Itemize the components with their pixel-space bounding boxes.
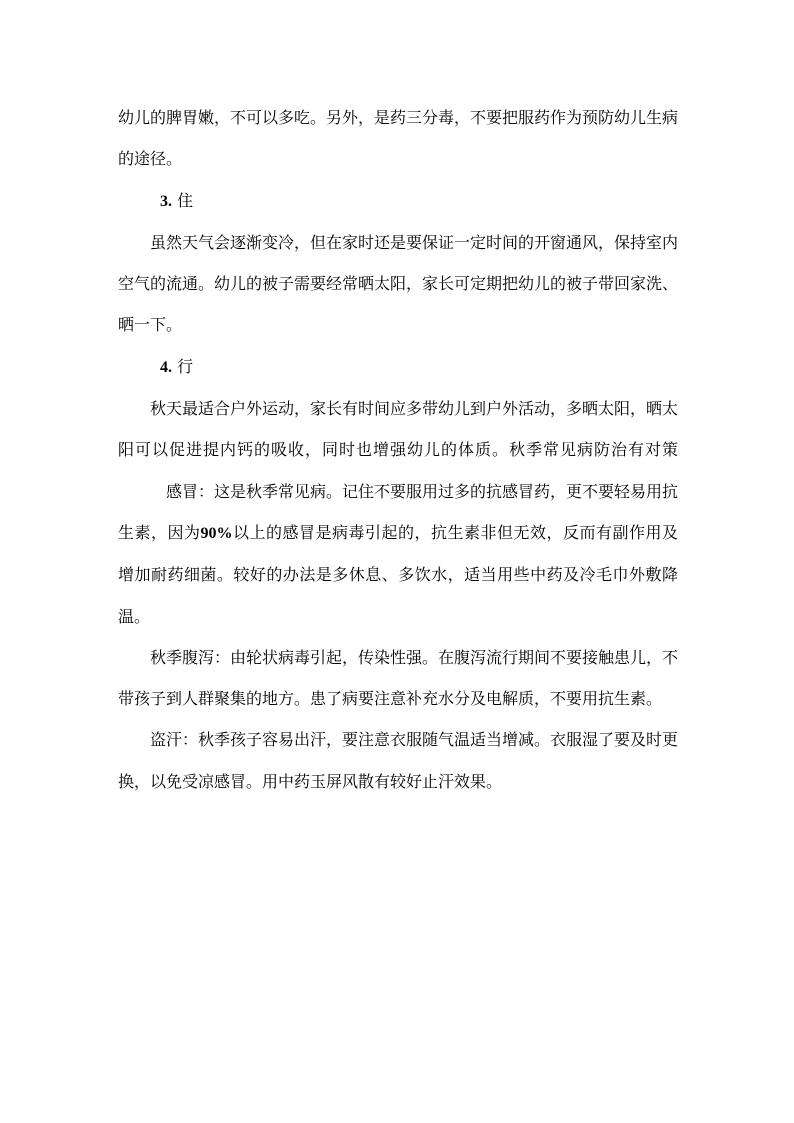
percentage-value: 90%	[200, 524, 233, 542]
night-sweat-paragraph: 盗汗：秋季孩子容易出汗，要注意衣服随气温适当增减。衣服湿了要及时更换，以免受凉感冒。用中药玉屏风散有较好止汗效果。	[118, 730, 679, 791]
intro-paragraph: 幼儿的脾胃嫩，不可以多吃。另外，是药三分毒，不要把服药作为预防幼儿生病的途径。	[118, 108, 679, 169]
section-title: 行	[177, 356, 194, 376]
section-number: 4.	[160, 358, 172, 376]
xing-text-part1: 秋天最适合户外运动，家长有时间应多带幼儿到户外活动，多晒太阳，晒太阳可以促进提内钙的吸收，同时也增强幼儿的体质。秋季常见病防治有对策	[118, 399, 679, 460]
xing-text-part2: 感冒：这是秋季常见病。记住不要服用过多的抗感冒药，更不要轻易用抗生素，因为	[118, 481, 679, 542]
section-heading-zhu	[118, 180, 678, 222]
section-number: 3.	[160, 192, 172, 210]
document-body	[118, 97, 678, 802]
section-heading-xing	[118, 346, 678, 388]
xing-paragraph	[118, 388, 678, 637]
zhu-paragraph: 虽然天气会逐渐变冷，但在家时还是要保证一定时间的开窗通风，保持室内空气的流通。幼儿的被子需要经常晒太阳，家长可定期把幼儿的被子带回家洗、晒一下。	[118, 232, 679, 335]
section-title: 住	[177, 190, 194, 210]
xing-text-part3: 以上的感冒是病毒引起的，抗生素非但无效，反而有副作用及增加耐药细菌。较好的办法是多休息、多饮水，适当用些中药及冷毛巾外敷降温。	[118, 522, 678, 626]
diarrhea-paragraph: 秋季腹泻：由轮状病毒引起，传染性强。在腹泻流行期间不要接触患儿，不带孩子到人群聚集的地方。患了病要注意补充水分及电解质，不要用抗生素。	[118, 647, 679, 709]
